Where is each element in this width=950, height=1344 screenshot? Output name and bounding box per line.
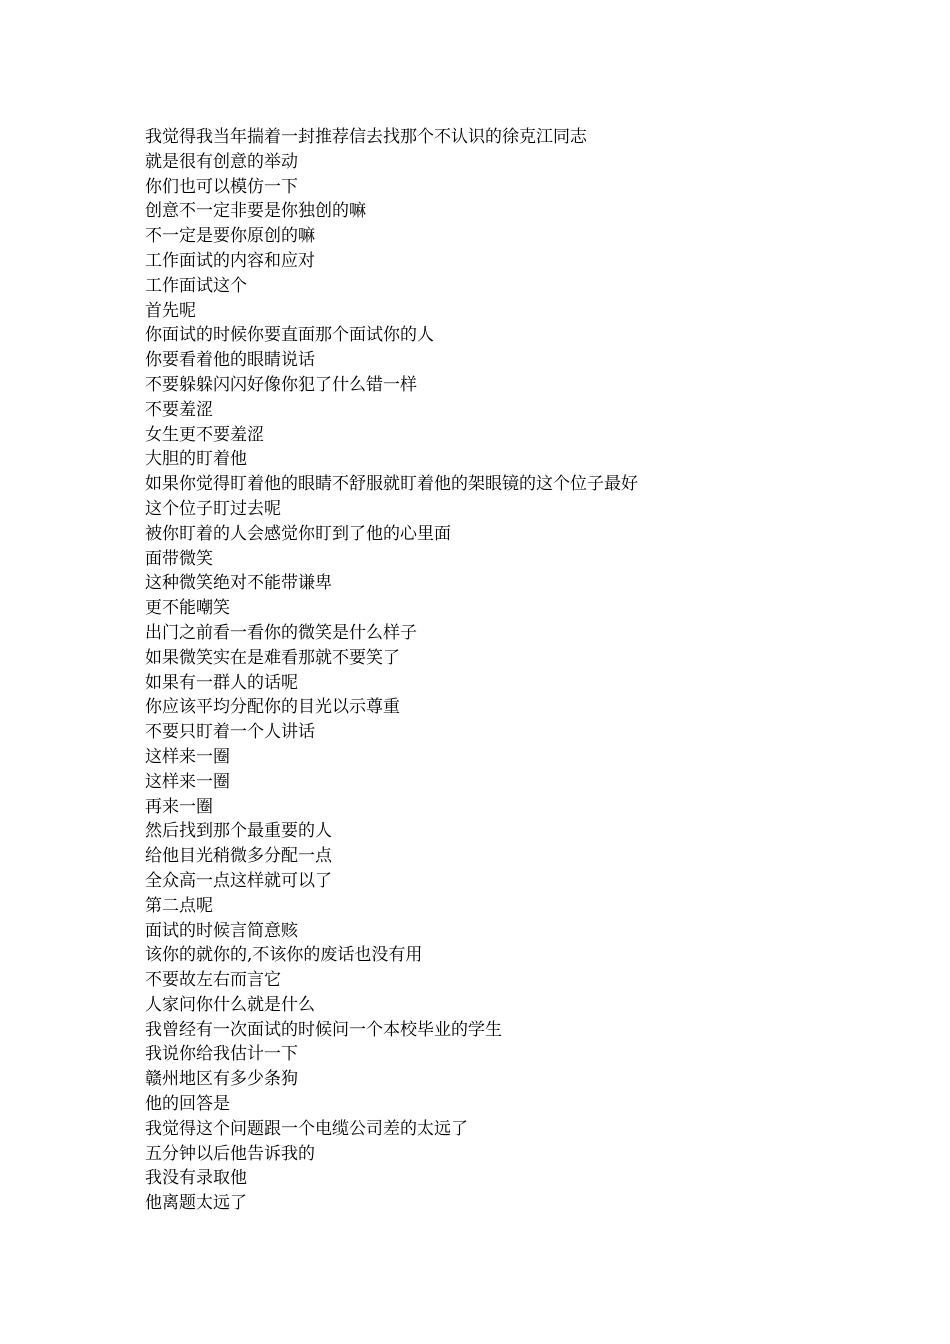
text-line: 如果微笑实在是难看那就不要笑了 — [145, 647, 400, 668]
text-line: 女生更不要羞涩 — [145, 424, 264, 445]
text-line: 首先呢 — [145, 300, 196, 321]
transcript-text — [145, 125, 905, 1216]
text-line: 面试的时候言简意赅 — [145, 920, 298, 941]
text-line: 不要故左右而言它 — [145, 970, 281, 991]
text-line: 这样来一圈 — [145, 746, 230, 767]
text-line: 更不能嘲笑 — [145, 598, 230, 619]
text-line: 如果你觉得盯着他的眼睛不舒服就盯着他的架眼镜的这个位子最好 — [145, 474, 638, 495]
text-line: 我觉得这个问题跟一个电缆公司差的太远了 — [145, 1118, 468, 1139]
text-line: 第二点呢 — [145, 895, 213, 916]
text-line: 该你的就你的,不该你的废话也没有用 — [145, 945, 423, 966]
text-line: 给他目光稍微多分配一点 — [145, 846, 332, 867]
text-line: 如果有一群人的话呢 — [145, 672, 298, 693]
text-line: 大胆的盯着他 — [145, 449, 247, 470]
text-line: 他的回答是 — [145, 1094, 230, 1115]
text-line: 再来一圈 — [145, 796, 213, 817]
text-line: 赣州地区有多少条狗 — [145, 1069, 298, 1090]
text-line: 出门之前看一看你的微笑是什么样子 — [145, 622, 417, 643]
text-line: 这个位子盯过去呢 — [145, 498, 281, 519]
text-line: 人家问你什么就是什么 — [145, 994, 315, 1015]
text-line: 这样来一圈 — [145, 771, 230, 792]
text-line: 这种微笑绝对不能带谦卑 — [145, 573, 332, 594]
text-line: 五分钟以后他告诉我的 — [145, 1143, 315, 1164]
text-line: 工作面试这个 — [145, 275, 247, 296]
text-line: 不要羞涩 — [145, 399, 213, 420]
text-line: 不要躲躲闪闪好像你犯了什么错一样 — [145, 374, 417, 395]
text-line: 全众高一点这样就可以了 — [145, 870, 332, 891]
text-line: 然后找到那个最重要的人 — [145, 821, 332, 842]
text-line: 不一定是要你原创的嘛 — [145, 226, 315, 247]
text-line: 你面试的时候你要直面那个面试你的人 — [145, 325, 434, 346]
text-line: 就是很有创意的举动 — [145, 151, 298, 172]
text-line: 你应该平均分配你的目光以示尊重 — [145, 697, 400, 718]
text-line: 他离题太远了 — [145, 1193, 247, 1214]
text-line: 我觉得我当年揣着一封推荐信去找那个不认识的徐克江同志 — [145, 127, 587, 147]
text-line: 你们也可以模仿一下 — [145, 176, 298, 197]
text-line: 创意不一定非要是你独创的嘛 — [145, 201, 366, 222]
text-line: 我说你给我估计一下 — [145, 1044, 298, 1065]
text-line: 被你盯着的人会感觉你盯到了他的心里面 — [145, 523, 451, 544]
text-line: 面带微笑 — [145, 548, 213, 569]
text-line: 不要只盯着一个人讲话 — [145, 722, 315, 743]
text-line: 工作面试的内容和应对 — [145, 250, 315, 271]
text-line: 我曾经有一次面试的时候问一个本校毕业的学生 — [145, 1019, 502, 1040]
text-line: 你要看着他的眼睛说话 — [145, 350, 315, 371]
text-line: 我没有录取他 — [145, 1168, 247, 1189]
